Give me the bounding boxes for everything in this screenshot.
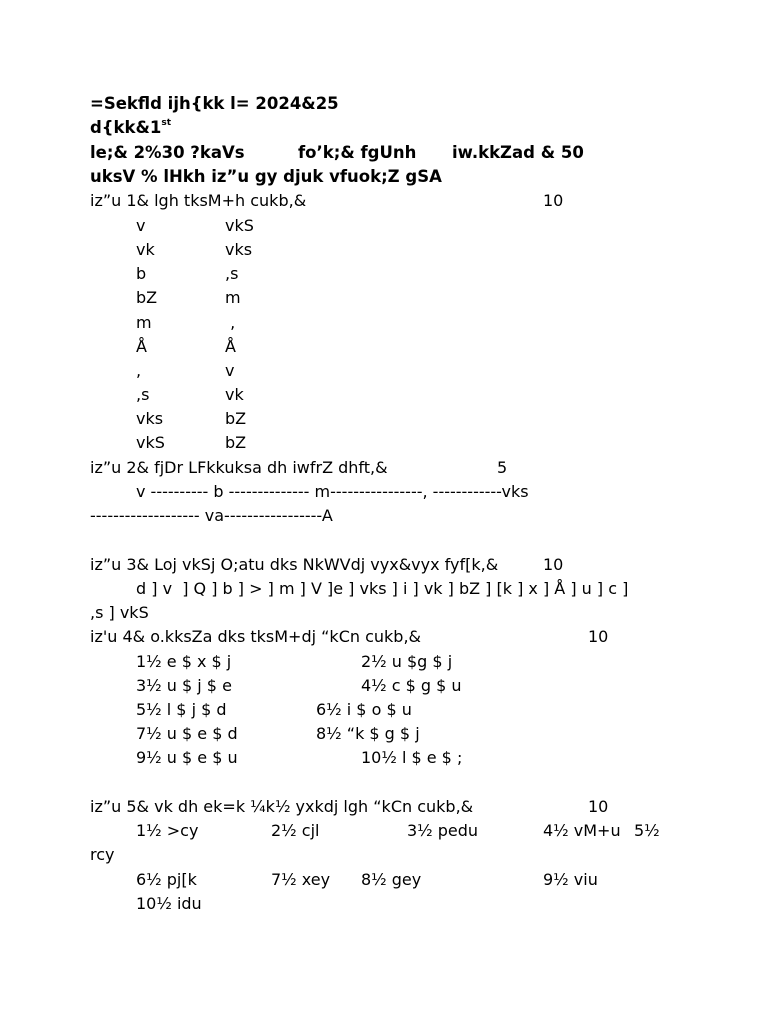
join-item: 6½ i $ o $ u: [316, 700, 412, 719]
word-item: 10½ idu: [136, 894, 202, 913]
instruction: uksV % lHkh iz”u gy djuk vfuok;Z gSA: [90, 167, 442, 186]
time-label: le;& 2%30 ?kaVs: [90, 143, 245, 162]
question-4-marks: 10: [588, 627, 609, 646]
word-item: 8½ gey: [361, 870, 422, 889]
word-item: 9½ viu: [543, 870, 598, 889]
word-item: rcy: [90, 845, 115, 864]
question-2-text: iz”u 2& fjDr LFkkuksa dh iwfrZ dhft,&: [90, 458, 388, 477]
join-item: 8½ “k $ g $ j: [316, 724, 420, 743]
match-left-item: b: [136, 264, 147, 283]
word-item: 5½: [634, 821, 660, 840]
match-right-item: ,: [225, 313, 236, 332]
question-5-marks: 10: [588, 797, 609, 816]
join-item: 1½ e $ x $ j: [136, 652, 232, 671]
max-marks: iw.kkZad & 50: [452, 143, 584, 162]
word-item: 4½ vM+u: [543, 821, 621, 840]
question-2-marks: 5: [497, 458, 508, 477]
match-right-item: Å: [225, 337, 236, 356]
class-label-text: d{kk&1: [90, 118, 162, 137]
match-left-item: vks: [136, 409, 164, 428]
word-item: 1½ >cy: [136, 821, 199, 840]
match-left-item: vk: [136, 240, 155, 259]
match-left-item: vkS: [136, 433, 165, 452]
question-5-text: iz”u 5& vk dh ek=k ¼k½ yxkdj lgh “kCn cukb,&: [90, 797, 474, 816]
exam-title: =Sekfld ijh{kk l= 2024&25: [90, 94, 339, 113]
match-left-item: Å: [136, 337, 147, 356]
question-1-text: iz”u 1& lgh tksM+h cukb,&: [90, 191, 307, 210]
join-item: 7½ u $ e $ d: [136, 724, 238, 743]
question-3-marks: 10: [543, 555, 564, 574]
match-right-item: v: [225, 361, 235, 380]
join-item: 10½ l $ e $ ;: [361, 748, 463, 767]
word-item: 7½ xey: [271, 870, 331, 889]
question-1-marks: 10: [543, 191, 564, 210]
word-item: 3½ pedu: [407, 821, 479, 840]
class-label: [90, 118, 171, 138]
join-item: 9½ u $ e $ u: [136, 748, 238, 767]
class-label-sup: st: [161, 118, 172, 128]
match-left-item: v: [136, 216, 146, 235]
join-item: 4½ c $ g $ u: [361, 676, 462, 695]
match-right-item: ,s: [225, 264, 239, 283]
question-4-text: iz'u 4& o.kksZa dks tksM+dj “kCn cukb,&: [90, 627, 422, 646]
question-2-blanks-line-1: v ---------- b -------------- m----------------, ------------vks: [136, 482, 529, 501]
match-right-item: bZ: [225, 409, 247, 428]
match-left-item: ,s: [136, 385, 150, 404]
word-item: 2½ cjl: [271, 821, 320, 840]
match-left-item: m: [136, 313, 152, 332]
question-3-text: iz”u 3& Loj vkSj O;atu dks NkWVdj vyx&vyx fyf[k,&: [90, 555, 499, 574]
match-left-item: ,: [136, 361, 142, 380]
word-item: 6½ pj[k: [136, 870, 197, 889]
join-item: 3½ u $ j $ e: [136, 676, 232, 695]
match-right-item: vkS: [225, 216, 254, 235]
match-right-item: vk: [225, 385, 244, 404]
match-right-item: m: [225, 288, 241, 307]
join-item: 5½ l $ j $ d: [136, 700, 227, 719]
join-item: 2½ u $g $ j: [361, 652, 453, 671]
match-right-item: bZ: [225, 433, 247, 452]
question-2-blanks-line-2: ------------------- va-----------------A: [90, 506, 333, 525]
question-3-letters-line-2: ,s ] vkS: [90, 603, 149, 622]
match-right-item: vks: [225, 240, 253, 259]
subject-label: fo’k;& fgUnh: [298, 143, 417, 162]
question-3-letters-line-1: d ] v ] Q ] b ] > ] m ] V ]e ] vks ] i ] vk ] bZ ] [k ] x ] Å ] u ] c ]: [136, 579, 629, 598]
match-left-item: bZ: [136, 288, 158, 307]
